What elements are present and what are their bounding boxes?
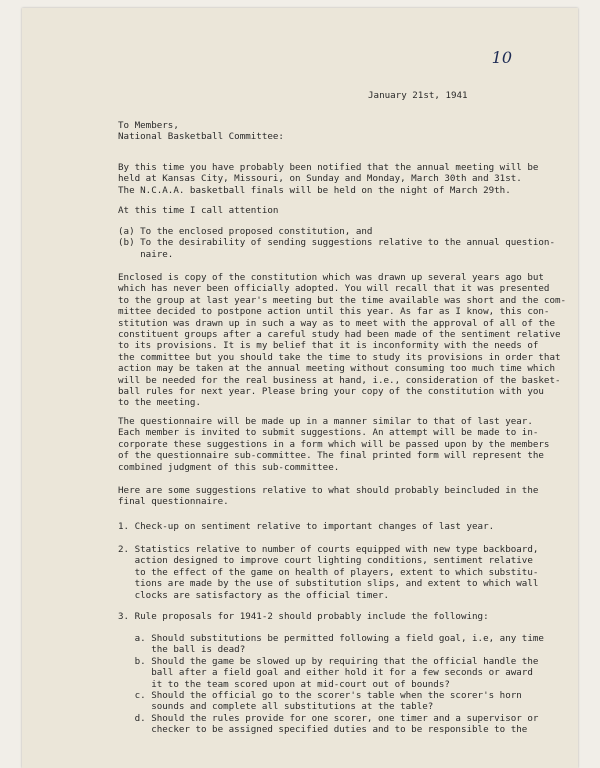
text-line: combined judgment of this sub-committee. [118, 461, 340, 473]
list-item: b. Should the game be slowed up by requiring that the official handle the [118, 655, 539, 667]
text-line: will be needed for the real business at hand, i.e., consideration of the basket- [118, 374, 561, 386]
item-1 [118, 521, 578, 532]
handwritten-page-number: 10 [491, 48, 512, 67]
text-line: stitution was drawn up in such a way as to meet with the approval of all of the [118, 317, 555, 329]
text-line: ball rules for next year. Please bring your copy of the constitution with you [118, 386, 544, 398]
text-line: of the questionnaire sub-committee. The final printed form will represent the [118, 450, 544, 462]
text-line: The questionnaire will be made up in a manner similar to that of last year. [118, 416, 533, 427]
text-line: ball after a field goal and either hold it for a few seconds or award [118, 667, 533, 679]
attention-line: At this time I call attention [118, 205, 279, 216]
list-item: (a) To the enclosed proposed constitution, and [118, 226, 373, 237]
salutation [118, 120, 578, 143]
text-line: held at Kansas City, Missouri, on Sunday and Monday, March 30th and 31st. [118, 173, 522, 185]
text-line: to the effect of the game on health of players, extent to which substitu- [118, 566, 539, 578]
text-line: the committee but you should take the time to study its provisions in order that [118, 351, 561, 363]
text-line: which has never been officially adopted. You will recall that it was presented [118, 283, 550, 295]
list-item: d. Should the rules provide for one scorer, one timer and a supervisor or [118, 712, 539, 724]
text-line: tions are made by the use of substitution slips, and extent to which wall [118, 578, 539, 590]
rule-proposals-list [118, 633, 578, 736]
text-line: By this time you have probably been notified that the annual meeting will be [118, 162, 539, 173]
suggestions-intro [118, 485, 578, 508]
list-item: naire. [118, 248, 174, 260]
text-line: The N.C.A.A. basketball finals will be held on the night of March 29th. [118, 184, 511, 196]
item-2 [118, 544, 578, 601]
intro-paragraph [118, 162, 578, 196]
numbered-item: 3. Rule proposals for 1941-2 should probably include the following: [118, 611, 489, 622]
questionnaire-paragraph [118, 416, 578, 473]
text-line: to the group at last year's meeting but the time available was short and the com- [118, 294, 567, 306]
text-line: constituent groups after a careful study had been made of the sentiment relative [118, 329, 561, 341]
text-line: mittee decided to postpone action until this year. As far as I know, this con- [118, 306, 550, 318]
text-line: action may be taken at the annual meeting without consuming too much time which [118, 363, 555, 375]
text-line: checker to be assigned specified duties and to be responsible to the [118, 724, 528, 736]
text-line: clocks are satisfactory as the official timer. [118, 589, 390, 601]
text-line: the ball is dead? [118, 644, 246, 656]
constitution-paragraph [118, 272, 578, 409]
text-line: to its provisions. It is my belief that it is inconformity with the needs of [118, 340, 539, 352]
list-item: a. Should substitutions be permitted following a field goal, i.e, any time [118, 633, 544, 644]
text-line: corporate these suggestions in a form which will be passed upon by the members [118, 438, 550, 450]
letter-page [22, 8, 578, 768]
attention-list [118, 226, 578, 260]
text-line: Enclosed is copy of the constitution which was drawn up several years ago but [118, 272, 544, 283]
salutation-line: To Members, [118, 120, 179, 131]
text-line: it to the team scored upon at mid-court out of bounds? [118, 678, 450, 690]
text-line: sounds and complete all substitutions at the table? [118, 701, 434, 713]
letter-date: January 21st, 1941 [368, 90, 468, 101]
salutation-line: National Basketball Committee: [118, 131, 284, 143]
text-line: action designed to improve court lighting conditions, sentiment relative [118, 555, 533, 567]
text-line: Here are some suggestions relative to what should probably beincluded in the [118, 485, 539, 496]
text-line: Each member is invited to submit suggestions. An attempt will be made to in- [118, 427, 539, 439]
text-line: to the meeting. [118, 397, 201, 409]
text-line: final questionnaire. [118, 496, 229, 508]
list-item: c. Should the official go to the scorer's table when the scorer's horn [118, 690, 522, 702]
numbered-item: 2. Statistics relative to number of courts equipped with new type backboard, [118, 544, 539, 555]
numbered-item: 1. Check-up on sentiment relative to important changes of last year. [118, 521, 495, 532]
item-3 [118, 611, 578, 622]
list-item: (b) To the desirability of sending suggestions relative to the annual question- [118, 237, 555, 249]
